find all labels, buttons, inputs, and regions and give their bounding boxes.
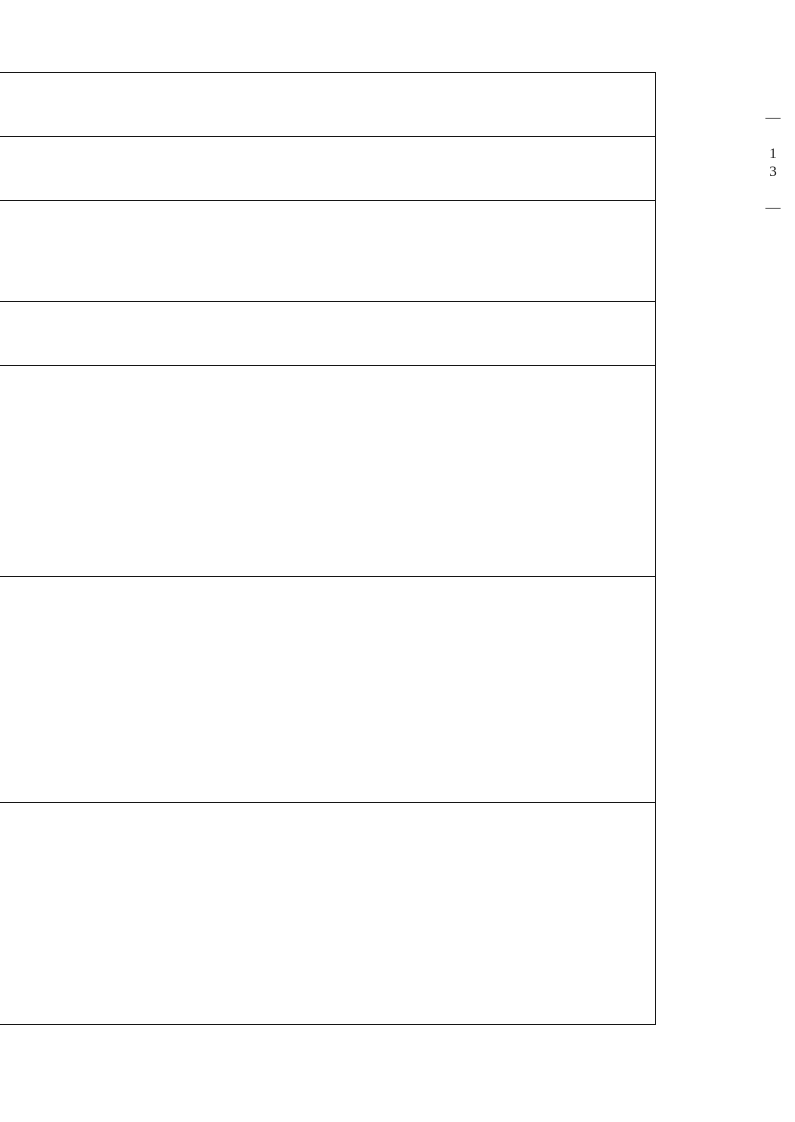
cell-index xyxy=(0,137,656,201)
cell-note xyxy=(0,576,656,802)
table-row xyxy=(0,73,656,1025)
page-number: — 13 — xyxy=(765,110,781,218)
cell-group xyxy=(0,73,656,137)
fee-table-container xyxy=(126,72,656,1025)
cell-basis xyxy=(0,365,656,576)
cell-level xyxy=(0,301,656,365)
cell-remark xyxy=(0,802,656,1024)
cell-name xyxy=(0,201,656,301)
fee-table xyxy=(0,72,656,1025)
